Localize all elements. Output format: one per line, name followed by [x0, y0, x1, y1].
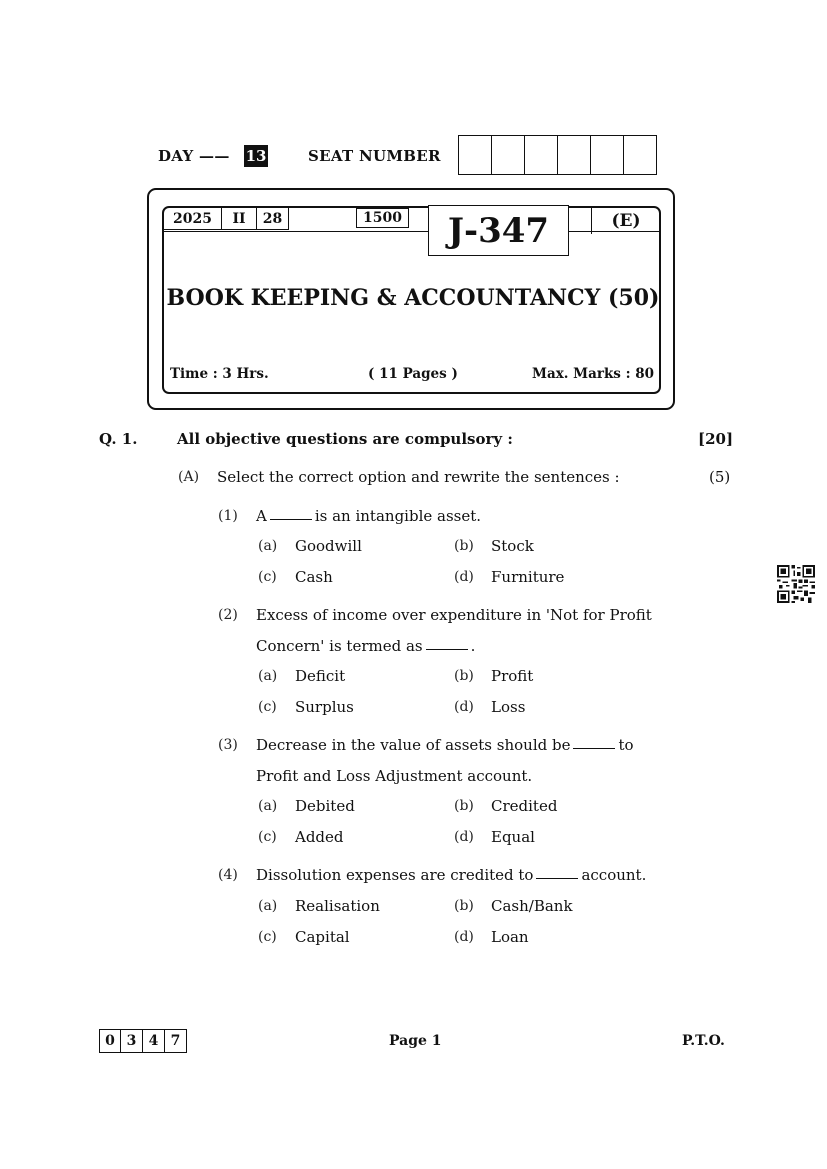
option-text: Deficit [295, 667, 346, 685]
question-title: All objective questions are compulsory : [177, 430, 513, 448]
subject-title: BOOK KEEPING & ACCOUNTANCY (50) [166, 285, 660, 311]
seat-number-box[interactable] [525, 135, 558, 175]
answer-blank [426, 649, 468, 650]
answer-blank [536, 878, 578, 879]
paper-code-boxes [99, 1029, 187, 1053]
stem-text: to [618, 736, 634, 754]
page-count: ( 11 Pages ) [368, 366, 458, 382]
seat-number-box[interactable] [492, 135, 525, 175]
item-number: (1) [218, 508, 238, 524]
stem-text: is an intangible asset. [314, 507, 482, 525]
time-code: 1500 [356, 208, 409, 228]
item-stem: Profit and Loss Adjustment account. [256, 767, 533, 785]
option-label: (b) [454, 538, 474, 554]
option-label: (a) [258, 668, 278, 684]
item-number: (4) [218, 867, 238, 883]
item-stem: Excess of income over expenditure in 'Not for Profit [256, 606, 652, 624]
stem-text: Decrease in the value of assets should be [256, 736, 571, 754]
option-text: Stock [491, 537, 534, 555]
max-marks: Max. Marks : 80 [532, 366, 655, 382]
stem-text: account. [581, 866, 647, 884]
seat-number-box[interactable] [624, 135, 657, 175]
seat-number-label: SEAT NUMBER [308, 147, 441, 165]
option-label: (d) [454, 569, 474, 585]
frame-divider [164, 231, 428, 232]
section-label: (A) [178, 469, 200, 485]
seat-number-boxes [458, 135, 657, 175]
item-stem [256, 866, 646, 884]
qr-code-icon [777, 565, 815, 603]
option-label: (a) [258, 538, 278, 554]
seat-number-box[interactable] [458, 135, 492, 175]
option-label: (b) [454, 668, 474, 684]
session-code: II [222, 208, 257, 230]
seat-number-box[interactable] [591, 135, 624, 175]
language-code: (E) [591, 208, 660, 234]
section-instruction: Select the correct option and rewrite the sentences : [217, 468, 620, 486]
option-label: (a) [258, 798, 278, 814]
option-label: (c) [258, 829, 277, 845]
code-digit: 0 [99, 1029, 121, 1053]
option-text: Capital [295, 928, 350, 946]
section-marks: (5) [709, 468, 731, 486]
option-text: Cash/Bank [491, 897, 573, 915]
item-stem [256, 637, 475, 655]
question-number: Q. 1. [99, 430, 138, 448]
code-digit: 4 [143, 1029, 165, 1053]
pto-label: P.T.O. [682, 1033, 725, 1049]
item-stem [256, 736, 634, 754]
exam-duration: Time : 3 Hrs. [170, 366, 269, 382]
option-text: Credited [491, 797, 558, 815]
seat-number-box[interactable] [558, 135, 591, 175]
option-label: (b) [454, 898, 474, 914]
stem-text: . [470, 637, 476, 655]
page-number: Page 1 [389, 1033, 442, 1049]
option-text: Goodwill [295, 537, 362, 555]
day-label: DAY —— [158, 147, 230, 165]
option-text: Debited [295, 797, 355, 815]
option-label: (c) [258, 569, 277, 585]
option-text: Loss [491, 698, 526, 716]
option-text: Furniture [491, 568, 565, 586]
stem-text: Dissolution expenses are credited to [256, 866, 534, 884]
option-text: Loan [491, 928, 529, 946]
option-text: Realisation [295, 897, 380, 915]
option-label: (d) [454, 929, 474, 945]
stem-text: A [256, 507, 267, 525]
item-number: (2) [218, 607, 238, 623]
date-code: 28 [257, 208, 289, 230]
option-text: Cash [295, 568, 333, 586]
stem-text: Concern' is termed as [256, 637, 423, 655]
code-digit: 7 [165, 1029, 187, 1053]
option-label: (d) [454, 699, 474, 715]
option-label: (b) [454, 798, 474, 814]
code-digit: 3 [121, 1029, 143, 1053]
option-label: (c) [258, 699, 277, 715]
option-text: Surplus [295, 698, 354, 716]
option-label: (c) [258, 929, 277, 945]
option-text: Added [295, 828, 344, 846]
item-number: (3) [218, 737, 238, 753]
item-stem [256, 507, 481, 525]
paper-code: J-347 [428, 205, 569, 256]
day-number-badge: 13 [245, 147, 267, 165]
option-text: Profit [491, 667, 534, 685]
answer-blank [270, 519, 312, 520]
option-text: Equal [491, 828, 535, 846]
year-code: 2025 [164, 208, 222, 230]
option-label: (d) [454, 829, 474, 845]
question-marks: [20] [698, 430, 734, 448]
answer-blank [573, 748, 615, 749]
option-label: (a) [258, 898, 278, 914]
